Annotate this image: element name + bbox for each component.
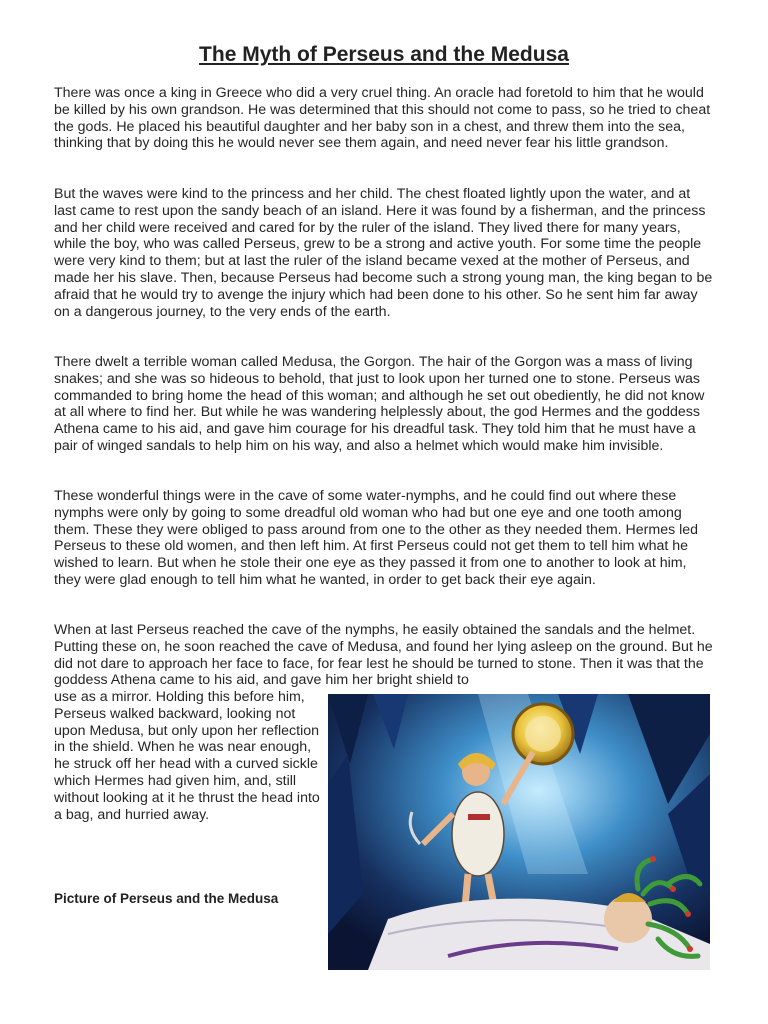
paragraph-5-continued: use as a mirror. Holding this before him, Perseus walked backward, looking not upon Medusa, but only upon her reflection in the shield. When he was near enough, he struck off her head with a curved sickle which Hermes had given him, and, still without looking at it he thrust the head into a bag, and hurried away. — [54, 689, 320, 823]
paragraph-5: When at last Perseus reached the cave of the nymphs, he easily obtained the sandals and the helmet. Putting these on, he soon reached the cave of Medusa, and found her lying asleep on the ground. But he did not dare to approach her face to face, for fear lest he should be turned to stone. Then it was that the goddess Athena came to his aid, and gave him her bright shield to — [54, 622, 713, 689]
paragraph-1: There was once a king in Greece who did a very cruel thing. An oracle had foretold to him that he would be killed by his own grandson. He was determined that this should not come to pass, so he tried to cheat the gods. He placed his beautiful daughter and her baby son in a chest, and threw them into the sea, thinking that by doing this he would never see them again, and need never fear his little grandson. — [54, 85, 711, 152]
paragraph-4: These wonderful things were in the cave of some water-nymphs, and he could find out where these nymphs were only by going to some dreadful old woman who had but one eye and one tooth among them. These they were obliged to pass around from one to the other as they needed them. Hermes led Perseus to these old women, and then left him. At first Perseus could not get them to tell him what he wished to learn. But when he stole their one eye as they passed it from one to another to look at him, they were glad enough to tell him what he wanted, in order to get back their eye again. — [54, 488, 699, 588]
perseus-medusa-illustration — [328, 694, 710, 970]
image-caption: Picture of Perseus and the Medusa — [54, 891, 279, 906]
paragraph-3: There dwelt a terrible woman called Medusa, the Gorgon. The hair of the Gorgon was a mass of living snakes; and she was so hideous to behold, that just to look upon her turned one to stone. Perseus was commanded to bring home the head of this woman; and although he set out obediently, he did not know at all where to find her. But while he was wandering helplessly about, the god Hermes and the goddess Athena came to his aid, and gave him courage for his dreadful task. They told him that he must have a pair of winged sandals to help him on his way, and also a helmet which would make him invisible. — [54, 354, 705, 454]
paragraph-2: But the waves were kind to the princess and her child. The chest floated lightly upon the water, and at last came to rest upon the sandy beach of an island. Here it was found by a fisherman, and the princess and her child were received and cared for by the ruler of the island. They lived there for many years, while the boy, who was called Perseus, grew to be a strong and active youth. For some time the people were very kind to them; but at last the ruler of the island became vexed at the mother of Perseus, and made her his slave. Then, because Perseus had become such a strong young man, the king began to be afraid that he would try to avenge the injury which had been done to his other. So he sent him far away on a dangerous journey, to the very ends of the earth. — [54, 186, 713, 320]
page-title: The Myth of Perseus and the Medusa — [199, 43, 569, 66]
